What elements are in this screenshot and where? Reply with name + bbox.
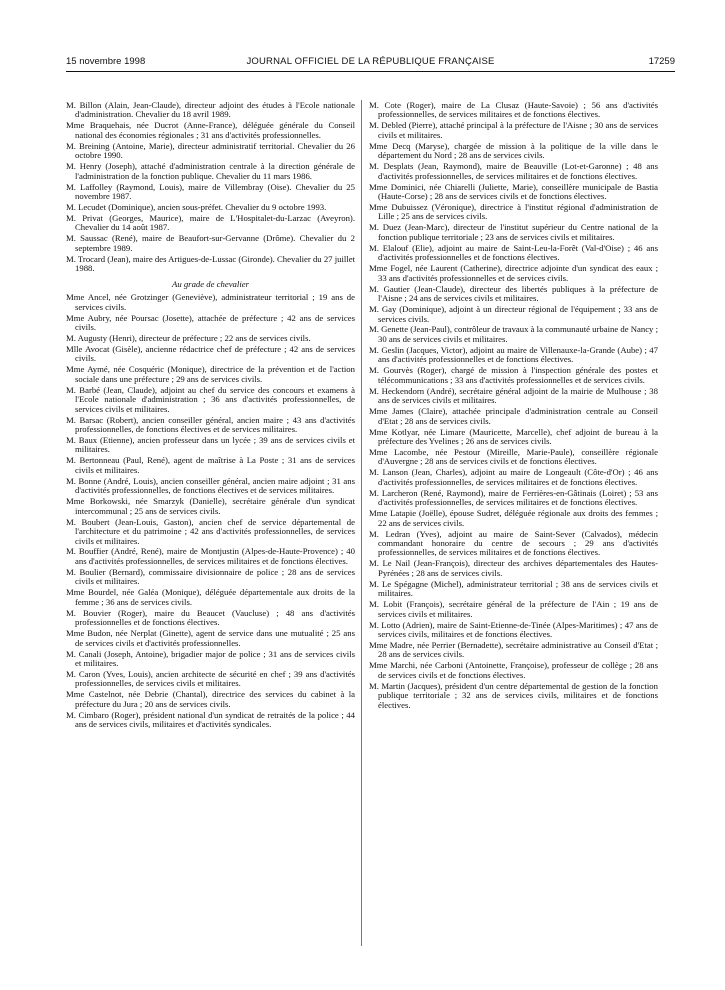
list-item: M. Desplats (Jean, Raymond), maire de Beauville (Lot-et-Garonne) ; 48 ans d'activités professionnelles, de services militaires et de fonctions électives. xyxy=(369,161,658,181)
list-item: M. Barbé (Jean, Claude), adjoint au chef du service des concours et examens à l'Ecole nationale d'administration ; 36 ans d'activités professionnelles, de services civils et militaires. xyxy=(66,384,355,414)
list-item: M. Laffolley (Raymond, Louis), maire de Villembray (Oise). Chevalier du 25 novembre 1987. xyxy=(66,181,355,202)
list-item: Mme Dominici, née Chiarelli (Juliette, Marie), conseillère municipale de Bastia (Haute-Corse) ; 28 ans de services civils et de fonctions électives. xyxy=(369,181,658,202)
list-item: M. Bonne (André, Louis), ancien conseiller général, ancien maire adjoint ; 31 ans d'activités professionnelles, de fonctions électives et de services militaires. xyxy=(66,475,355,496)
list-item: Mme Braquehais, née Ducrot (Anne-France), déléguée générale du Conseil national des économies régionales ; 31 ans d'activités professionnelles. xyxy=(66,120,355,140)
list-item: M. Bertonneau (Paul, René), agent de maîtrise à La Poste ; 31 ans de services civils et militaires. xyxy=(66,455,355,475)
list-item: M. Genette (Jean-Paul), contrôleur de travaux à la communauté urbaine de Nancy ; 30 ans de services civils et militaires. xyxy=(369,324,658,344)
list-item: M. Ledran (Yves), adjoint au maire de Saint-Sever (Calvados), médecin commandant honoraire du centre de secours ; 29 ans d'activités professionnelles, de services militaires et de fonctions électives. xyxy=(369,528,658,558)
list-item: M. Lotto (Adrien), maire de Saint-Etienne-de-Tinée (Alpes-Maritimes) ; 47 ans de services civils, militaires et de fonctions électives. xyxy=(369,619,658,640)
list-item: Mme Budon, née Nerplat (Ginette), agent de service dans une mutualité ; 25 ans de services civils et d'activités professionnelles. xyxy=(66,628,355,648)
header-rule xyxy=(66,71,675,72)
list-item: Mme Aymé, née Cosquéric (Monique), directrice de la prévention et de l'action sociale dans une préfecture ; 29 ans de services civils. xyxy=(66,364,355,384)
list-item: M. Caron (Yves, Louis), ancien architecte de sécurité en chef ; 39 ans d'activités professionnelles, de services civils et militaires. xyxy=(66,668,355,689)
list-item: Mme Madre, née Perrier (Bernadette), secrétaire administrative au Conseil d'Etat ; 28 ans de services civils. xyxy=(369,640,658,660)
list-item: M. Martin (Jacques), président d'un centre départemental de gestion de la fonction publique territoriale ; 32 ans de services civils, militaires et de fonctions électives. xyxy=(369,680,658,710)
list-item: M. Duez (Jean-Marc), directeur de l'institut supérieur du Centre national de la fonction publique territoriale ; 23 ans de services civils et militaires. xyxy=(369,222,658,242)
list-item: M. Le Spégagne (Michel), administrateur territorial ; 38 ans de services civils et militaires. xyxy=(369,578,658,599)
list-item: Mme Dubuissez (Véronique), directrice à l'institut régional d'administration de Lille ; 25 ans de services civils. xyxy=(369,202,658,222)
list-item: M. Privat (Georges, Maurice), maire de L'Hospitalet-du-Larzac (Aveyron). Chevalier du 14 août 1987. xyxy=(66,212,355,233)
list-item: M. Lecudet (Dominique), ancien sous-préfet. Chevalier du 9 octobre 1993. xyxy=(66,202,327,213)
list-item: M. Le Nail (Jean-François), directeur des archives départementales des Hautes-Pyrénées ; 28 ans de services civils. xyxy=(369,558,658,578)
list-item: Mme Castelnot, née Debrie (Chantal), directrice des services du cabinet à la préfecture du Jura ; 20 ans de services civils. xyxy=(66,689,355,709)
list-item: M. Lobit (François), secrétaire général de la préfecture de l'Ain ; 19 ans de services civils et militaires. xyxy=(369,599,658,619)
list-item: M. Breining (Antoine, Marie), directeur administratif territorial. Chevalier du 26 octobre 1990. xyxy=(66,140,355,161)
left-column xyxy=(66,101,355,731)
list-item: Mme Bourdel, née Galéa (Monique), déléguée départementale aux droits de la femme ; 36 ans de services civils. xyxy=(66,587,355,607)
list-item: M. Henry (Joseph), attaché d'administration centrale à la direction générale de l'administration de la fonction publique. Chevalier du 11 mars 1986. xyxy=(66,161,355,181)
list-item: M. Boubert (Jean-Louis, Gaston), ancien chef de service départemental de l'architecture et du patrimoine ; 42 ans d'activités professionnelles, de services civils et militaires. xyxy=(66,516,355,546)
list-item: M. Augusty (Henri), directeur de préfecture ; 22 ans de services civils. xyxy=(66,332,311,343)
list-item: Mme James (Claire), attachée principale d'administration centrale au Conseil d'Etat ; 28 ans de services civils. xyxy=(369,406,658,426)
header-page-number: 17259 xyxy=(648,56,675,67)
left-column-entries-top xyxy=(66,101,355,274)
list-item: Mme Fogel, née Laurent (Catherine), directrice adjointe d'un syndicat des eaux ; 33 ans d'activités professionnelles et de services civils. xyxy=(369,263,658,283)
list-item: M. Billon (Alain, Jean-Claude), directeur adjoint des études à l'Ecole nationale d'administration. Chevalier du 18 avril 1989. xyxy=(66,100,355,120)
list-item: M. Heckendorn (André), secrétaire général adjoint de la mairie de Mulhouse ; 38 ans de services civils et militaires. xyxy=(369,385,658,406)
list-item: M. Baux (Etienne), ancien professeur dans un lycée ; 39 ans de services civils et militaires. xyxy=(66,435,355,455)
list-item: M. Gourvès (Roger), chargé de mission à l'inspection générale des postes et télécommunications ; 33 ans d'activités professionnelles et de services civils. xyxy=(369,365,658,385)
list-item: M. Elalouf (Elie), adjoint au maire de Saint-Leu-la-Forêt (Val-d'Oise) ; 46 ans d'activités professionnelles et de fonctions électives. xyxy=(369,242,658,263)
list-item: M. Geslin (Jacques, Victor), adjoint au maire de Villenauxe-la-Grande (Aube) ; 47 ans d'activités professionnelles et de fonctions électives. xyxy=(369,344,658,365)
list-item: M. Barsac (Robert), ancien conseiller général, ancien maire ; 43 ans d'activités professionnelles, de fonctions électives et de services militaires. xyxy=(66,414,355,435)
list-item: M. Gautier (Jean-Claude), directeur des libertés publiques à la préfecture de l'Aisne ; 24 ans de services civils et militaires. xyxy=(369,283,658,304)
list-item: Mme Marchi, née Carboni (Antoinette, Françoise), professeur de collège ; 28 ans de services civils et de fonctions électives. xyxy=(369,660,658,680)
list-item: M. Lanson (Jean, Charles), adjoint au maire de Longeault (Côte-d'Or) ; 46 ans d'activités professionnelles, de services militaires et de fonctions électives. xyxy=(369,467,658,487)
list-item: M. Bouvier (Roger), maire du Beaucet (Vaucluse) ; 48 ans d'activités professionnelles et de fonctions électives. xyxy=(66,607,355,628)
list-item: M. Boulier (Bernard), commissaire divisionnaire de police ; 28 ans de services civils et militaires. xyxy=(66,566,355,587)
list-item: Mme Borkowski, née Smarzyk (Danielle), secrétaire générale d'un syndicat intercommunal ; 25 ans de services civils. xyxy=(66,496,355,516)
left-column-entries-bottom xyxy=(66,293,355,729)
list-item: Mme Latapie (Joëlle), épouse Sudret, déléguée régionale aux droits des femmes ; 22 ans de services civils. xyxy=(369,508,658,528)
list-item: M. Trocard (Jean), maire des Artigues-de-Lussac (Gironde). Chevalier du 27 juillet 1988. xyxy=(66,253,355,274)
page-header xyxy=(66,56,675,72)
right-column-entries xyxy=(369,101,658,710)
list-item: M. Cimbaro (Roger), président national d'un syndicat de retraités de la police ; 44 ans de services civils, militaires et d'activités syndicales. xyxy=(66,709,355,730)
list-item: Mme Aubry, née Poursac (Josette), attachée de préfecture ; 42 ans de services civils. xyxy=(66,312,355,333)
header-title: JOURNAL OFFICIEL DE LA RÉPUBLIQUE FRANÇAISE xyxy=(246,56,495,67)
list-item: Mme Lacombe, née Pestour (Mireille, Marie-Paule), conseillère régionale d'Auvergne ; 28 ans de services civils et de fonctions électives. xyxy=(369,446,658,467)
section-title: Au grade de chevalier xyxy=(172,278,249,289)
list-item: M. Canali (Joseph, Antoine), brigadier major de police ; 31 ans de services civils et militaires. xyxy=(66,648,355,668)
list-item: M. Larcheron (René, Raymond), maire de Ferrières-en-Gâtinais (Loiret) ; 53 ans d'activités professionnelles, de services militaires et de fonctions électives. xyxy=(369,487,658,508)
list-item: Mme Ancel, née Grotzinger (Geneviève), administrateur territorial ; 19 ans de services civils. xyxy=(66,292,355,312)
right-column xyxy=(369,101,658,712)
column-divider xyxy=(361,100,362,946)
list-item: M. Saussac (René), maire de Beaufort-sur-Gervanne (Drôme). Chevalier du 2 septembre 1989. xyxy=(66,233,355,253)
list-item: M. Cote (Roger), maire de La Clusaz (Haute-Savoie) ; 56 ans d'activités professionnelles, de services militaires et de fonctions électives. xyxy=(369,100,658,120)
header-date: 15 novembre 1998 xyxy=(66,56,146,67)
list-item: Mme Kotlyar, née Limare (Mauricette, Marcelle), chef adjoint de bureau à la préfecture des Yvelines ; 26 ans de services civils. xyxy=(369,426,658,446)
list-item: Mlle Avocat (Gisèle), ancienne rédactrice chef de préfecture ; 42 ans de services civils. xyxy=(66,343,355,364)
list-item: M. Gay (Dominique), adjoint à un directeur régional de l'équipement ; 33 ans de services civils. xyxy=(369,304,658,324)
list-item: M. Debled (Pierre), attaché principal à la préfecture de l'Aisne ; 30 ans de services civils et militaires. xyxy=(369,120,658,140)
list-item: M. Bouffier (André, René), maire de Montjustin (Alpes-de-Haute-Provence) ; 40 ans d'activités professionnelles, de services militaires et de fonctions électives. xyxy=(66,546,355,566)
list-item: Mme Decq (Maryse), chargée de mission à la politique de la ville dans le département du Nord ; 28 ans de services civils. xyxy=(369,140,658,161)
